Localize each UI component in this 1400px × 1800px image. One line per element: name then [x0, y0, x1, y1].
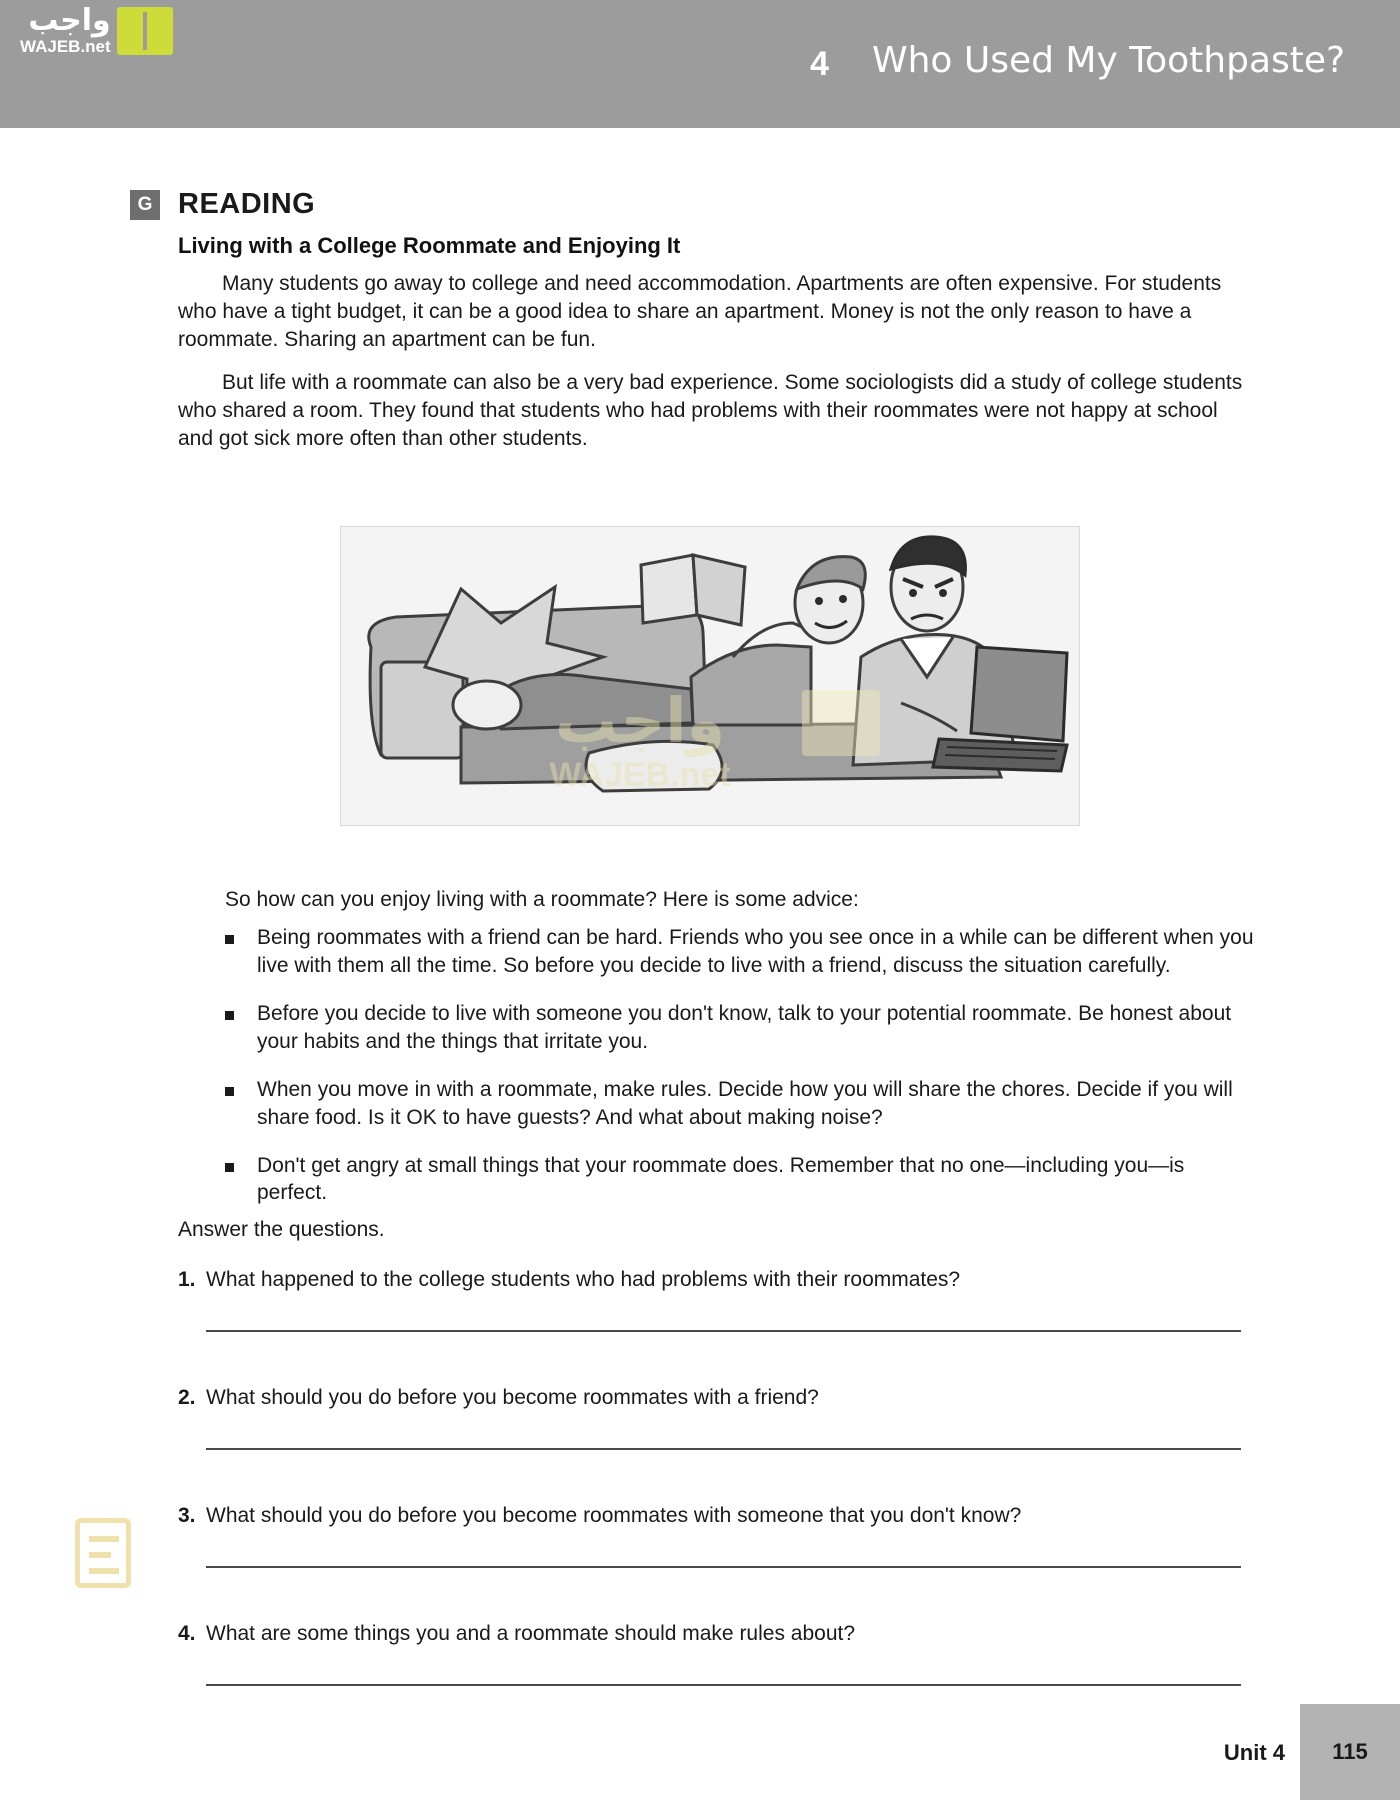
question-number: 3. [178, 1504, 196, 1527]
answer-line[interactable] [206, 1330, 1241, 1332]
header-unit-title: Who Used My Toothpaste? [872, 40, 1346, 81]
question-item [178, 1268, 1263, 1386]
header-unit-number: 4 [810, 45, 829, 83]
list-item: Don't get angry at small things that your roommate does. Remember that no one—including you—is perfect. [225, 1152, 1260, 1208]
question-item [178, 1386, 1263, 1504]
answer-line[interactable] [206, 1684, 1241, 1686]
list-item: Being roommates with a friend can be hard. Friends who you see once in a while can be different when you live with them all the time. So before you decide to live with a friend, discuss the situation carefully. [225, 924, 1260, 980]
advice-lead-text: So how can you enjoy living with a roommate? Here is some advice: [225, 888, 859, 911]
answer-line[interactable] [206, 1566, 1241, 1568]
article-title: Living with a College Roommate and Enjoying It [178, 233, 681, 258]
section-heading [130, 188, 315, 221]
answer-line[interactable] [206, 1448, 1241, 1450]
logo-latin-text: WAJEB.net [20, 37, 111, 56]
question-item [178, 1504, 1263, 1622]
advice-bullet-list [225, 924, 1260, 1227]
question-text: What are some things you and a roommate should make rules about? [206, 1622, 856, 1645]
book-icon [117, 7, 173, 55]
footer-page-number: 115 [1300, 1704, 1400, 1800]
question-number: 4. [178, 1622, 196, 1645]
article-paragraph-2: But life with a roommate can also be a very bad experience. Some sociologists did a study of college students who shared a room. They found that students who had problems with their roommates were not happy at school and got sick more often than other students. [178, 371, 1243, 450]
question-number: 2. [178, 1386, 196, 1409]
logo-arabic-text: واجب [28, 3, 111, 38]
question-item [178, 1622, 1263, 1740]
page-header [0, 0, 1400, 128]
article-paragraph-1: Many students go away to college and need accommodation. Apartments are often expensive. For students who have a tight budget, it can be a good idea to share an apartment. Money is not the only reason to have a roommate. Sharing an apartment can be fun. [178, 272, 1222, 351]
question-text: What should you do before you become roommates with someone that you don't know? [206, 1504, 1022, 1527]
section-letter-badge: G [130, 190, 160, 220]
question-number: 1. [178, 1268, 196, 1291]
watermark-arabic: واجب [554, 684, 726, 757]
section-title: READING [178, 188, 316, 220]
list-item: Before you decide to live with someone you don't know, talk to your potential roommate. Be honest about your habits and the things that irritate you. [225, 1000, 1260, 1056]
list-item: When you move in with a roommate, make rules. Decide how you will share the chores. Decide if you will share food. Is it OK to have guests? And what about making noise? [225, 1076, 1260, 1132]
site-logo [20, 3, 173, 56]
watermark-corner-icon [75, 1518, 135, 1590]
article-illustration [340, 526, 1080, 826]
questions-block [178, 1268, 1263, 1740]
footer-unit-label: Unit 4 [1223, 1740, 1285, 1765]
exercise-instruction: Answer the questions. [178, 1218, 385, 1241]
question-text: What happened to the college students who had problems with their roommates? [206, 1268, 961, 1291]
watermark-latin: WAJEB.net [549, 756, 731, 794]
question-text: What should you do before you become roommates with a friend? [206, 1386, 819, 1409]
